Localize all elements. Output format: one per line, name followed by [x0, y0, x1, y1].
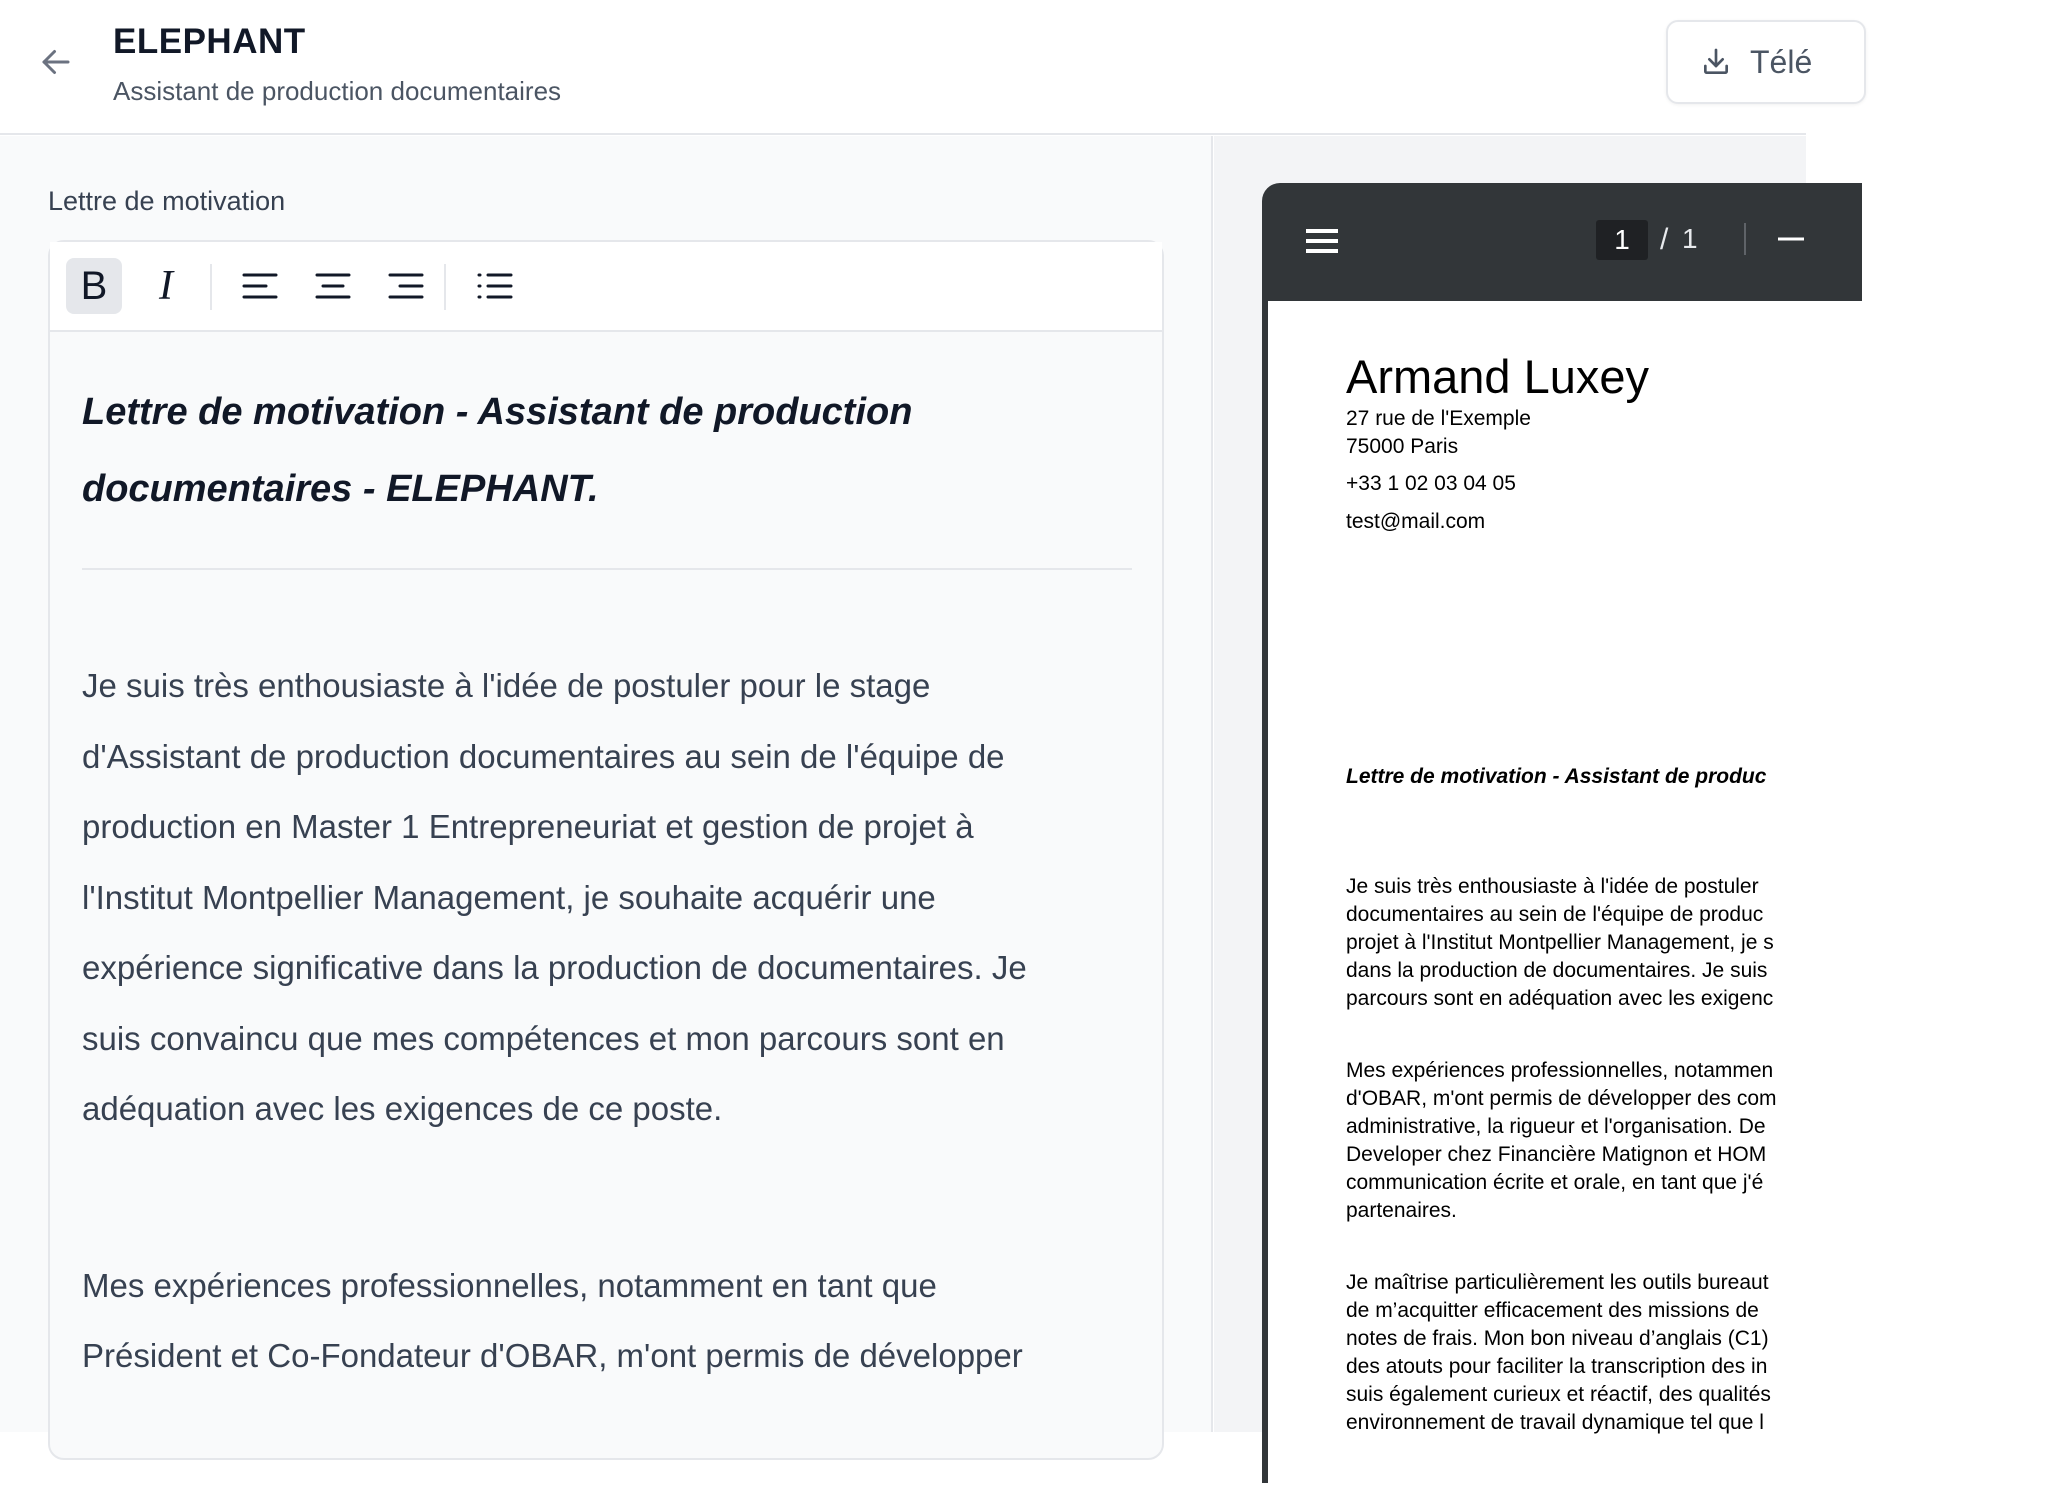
pdf-viewer [1262, 183, 1862, 1483]
editor-toolbar [50, 242, 1162, 332]
pdf-paragraph-line: Mes expériences professionnelles, notammen [1346, 1059, 1774, 1082]
page-separator: / [1660, 223, 1669, 256]
pdf-paragraph-line: notes de frais. Mon bon niveau d’anglais (C1) [1346, 1327, 1769, 1350]
letter-heading [82, 374, 982, 528]
hamburger-menu-icon [1302, 221, 1342, 261]
company-name: ELEPHANT [113, 22, 306, 61]
toolbar-divider [444, 264, 446, 310]
pdf-paragraph [1346, 1269, 1771, 1437]
paragraph [82, 651, 1142, 1145]
download-icon [1700, 46, 1732, 78]
pdf-paragraph [1346, 1057, 1777, 1225]
pdf-paragraph-line: d'OBAR, m'ont permis de développer des com [1346, 1087, 1777, 1110]
italic-icon: I [159, 263, 173, 309]
zoom-out-button[interactable] [1776, 223, 1806, 255]
letter-heading-line: documentaires - ELEPHANT. [82, 468, 599, 510]
page-header [0, 0, 1813, 135]
toolbar-divider [210, 264, 212, 310]
paragraph-line: production en Master 1 Entrepreneuriat et gestion de projet à [82, 808, 974, 845]
rich-text-editor [48, 240, 1164, 1460]
email-address: test@mail.com [1346, 510, 1486, 533]
bullet-list-button[interactable] [467, 258, 523, 314]
paragraph-line: d'Assistant de production documentaires au sein de l'équipe de [82, 737, 1005, 775]
pdf-paragraph-line: communication écrite et orale, en tant que j'é [1346, 1171, 1764, 1194]
paragraph [82, 1251, 1142, 1392]
job-title: Assistant de production documentaires [113, 76, 562, 106]
paragraph-line: Mes expériences professionnelles, notamment en tant que [82, 1266, 937, 1304]
pdf-paragraph-line: parcours sont en adéquation avec les exigenc [1346, 987, 1774, 1010]
pdf-paragraph-line: suis également curieux et réactif, des qualités [1346, 1383, 1771, 1406]
editor-pane [0, 136, 1213, 1432]
align-left-button[interactable] [232, 258, 288, 314]
align-right-button[interactable] [378, 258, 434, 314]
pdf-paragraph-line: documentaires au sein de l'équipe de produc [1346, 903, 1764, 926]
align-center-icon [314, 271, 352, 301]
pdf-paragraph-line: partenaires. [1346, 1199, 1457, 1222]
letter-heading-line: Lettre de motivation - Assistant de production [82, 391, 913, 433]
phone-number: +33 1 02 03 04 05 [1346, 472, 1516, 495]
paragraph-line: Président et Co-Fondateur d'OBAR, m'ont permis de développer [82, 1337, 1023, 1374]
pdf-paragraph-line: des atouts pour faciliter la transcription des in [1346, 1355, 1768, 1378]
pdf-letter-heading: Lettre de motivation - Assistant de produc [1346, 765, 1767, 788]
pdf-paragraph-line: Developer chez Financière Matignon et HOM [1346, 1143, 1767, 1166]
pdf-paragraph-line: Je maîtrise particulièrement les outils bureaut [1346, 1271, 1769, 1294]
pdf-paragraph-line: environnement de travail dynamique tel que l [1346, 1411, 1764, 1434]
align-right-icon [387, 271, 425, 301]
menu-button[interactable] [1302, 221, 1342, 261]
editor-content[interactable] [50, 332, 1162, 1392]
pdf-paragraph-line: dans la production de documentaires. Je suis [1346, 959, 1768, 982]
pdf-paragraph [1346, 873, 1774, 1013]
paragraph-line: adéquation avec les exigences de ce poste. [82, 1090, 723, 1127]
arrow-left-icon [38, 44, 74, 80]
field-label: Lettre de motivation [48, 186, 286, 216]
pdf-paragraph-line: administrative, la rigueur et l'organisation. De [1346, 1115, 1766, 1138]
address-line: 75000 Paris [1346, 435, 1459, 458]
pdf-paragraph-line: Je suis très enthousiaste à l'idée de postuler [1346, 875, 1759, 898]
heading-divider [82, 568, 1132, 570]
paragraph-line: Je suis très enthousiaste à l'idée de postuler pour le stage [82, 667, 931, 704]
paragraph-line: l'Institut Montpellier Management, je souhaite acquérir une [82, 878, 936, 916]
preview-pane [1214, 136, 1806, 1432]
bullet-list-icon [476, 271, 514, 301]
pdf-page [1268, 301, 1868, 1501]
italic-button[interactable] [138, 258, 194, 314]
page-number-input[interactable]: 1 [1596, 220, 1648, 260]
align-center-button[interactable] [305, 258, 361, 314]
bold-button[interactable] [66, 258, 122, 314]
minus-icon [1776, 223, 1806, 255]
address-line: 27 rue de l'Exemple [1346, 407, 1531, 430]
download-button[interactable] [1666, 20, 1866, 104]
paragraph-line: expérience significative dans la production de documentaires. Je [82, 949, 1027, 986]
download-button-label: Télé [1750, 43, 1813, 80]
page-total: 1 [1682, 223, 1698, 254]
paragraph-line: suis convaincu que mes compétences et mon parcours sont en [82, 1019, 1005, 1057]
applicant-name: Armand Luxey [1346, 350, 1650, 403]
toolbar-divider [1744, 223, 1746, 255]
bold-icon: B [80, 263, 108, 308]
pdf-toolbar [1262, 183, 1862, 301]
align-left-icon [241, 271, 279, 301]
pdf-paragraph-line: projet à l'Institut Montpellier Management, je s [1346, 931, 1774, 954]
back-button[interactable] [36, 42, 76, 82]
pdf-paragraph-line: de m’acquitter efficacement des missions de [1346, 1299, 1759, 1322]
